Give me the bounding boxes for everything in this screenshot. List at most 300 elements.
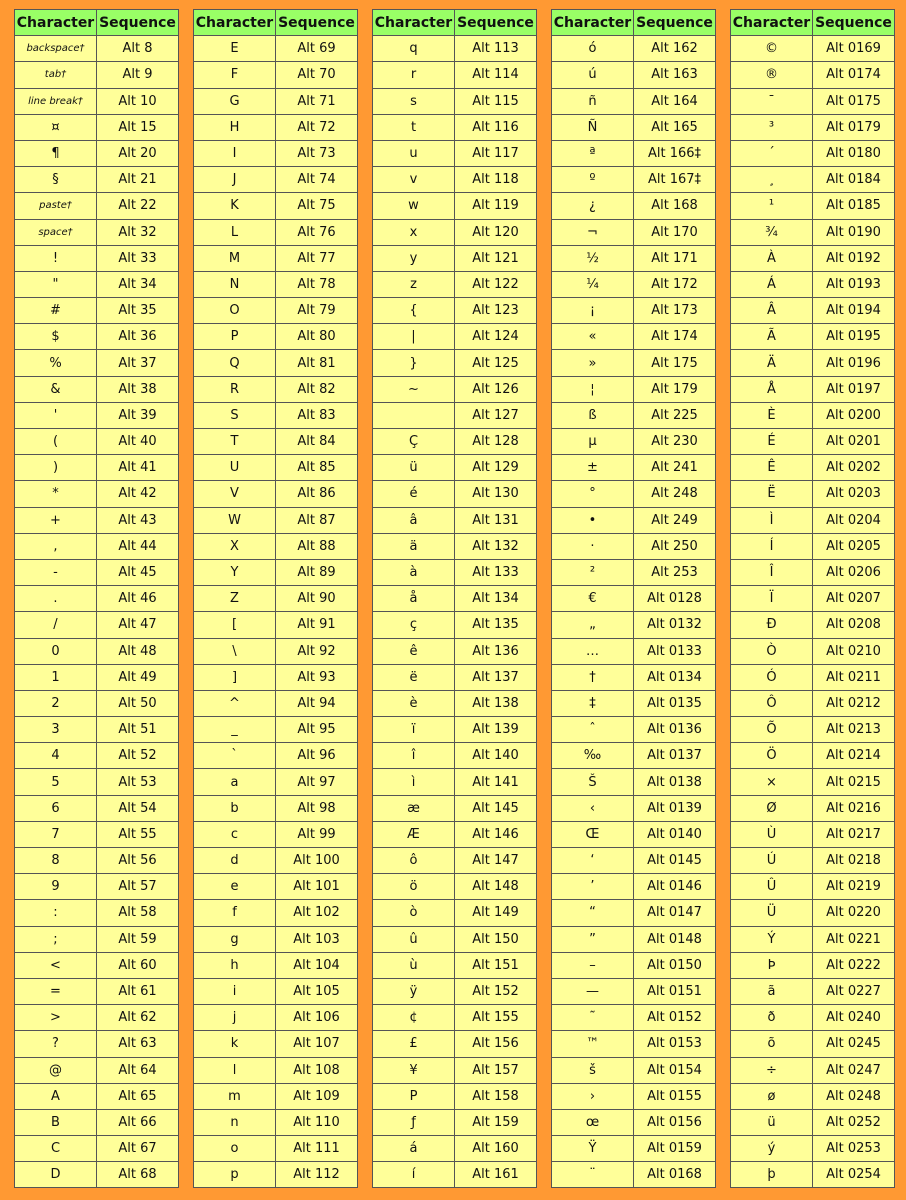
table-row: [194, 821, 358, 847]
table-row: [15, 1083, 179, 1109]
table-row: [552, 638, 716, 664]
sequence-cell: Alt 0150: [634, 952, 716, 978]
character-column-header: Character: [15, 10, 97, 36]
character-cell: Û: [731, 874, 813, 900]
sequence-cell: Alt 124: [455, 324, 537, 350]
sequence-cell: Alt 0217: [813, 821, 895, 847]
table-row: [552, 114, 716, 140]
character-cell: Ð: [731, 612, 813, 638]
character-cell: ³: [731, 114, 813, 140]
table-row: [731, 376, 895, 402]
character-cell: :: [15, 900, 97, 926]
character-cell: Š: [552, 769, 634, 795]
sequence-cell: Alt 131: [455, 507, 537, 533]
sequence-cell: Alt 0128: [634, 586, 716, 612]
table-row: [194, 978, 358, 1004]
character-cell: œ: [552, 1109, 634, 1135]
sequence-cell: Alt 158: [455, 1083, 537, 1109]
table-row: [373, 795, 537, 821]
table-row: [552, 1083, 716, 1109]
character-cell: ": [15, 271, 97, 297]
table-row: [194, 717, 358, 743]
table-row: [373, 114, 537, 140]
character-cell: É: [731, 429, 813, 455]
character-cell: –: [552, 952, 634, 978]
sequence-cell: Alt 0240: [813, 1005, 895, 1031]
character-cell: line break†: [15, 88, 97, 114]
character-cell: ': [15, 402, 97, 428]
table-row: [194, 769, 358, 795]
sequence-cell: Alt 0222: [813, 952, 895, 978]
character-cell: Ï: [731, 586, 813, 612]
sequence-cell: Alt 115: [455, 88, 537, 114]
character-cell: ï: [373, 717, 455, 743]
character-cell: ´: [731, 140, 813, 166]
sequence-column-header: Sequence: [813, 10, 895, 36]
character-cell: ): [15, 455, 97, 481]
sequence-cell: Alt 0152: [634, 1005, 716, 1031]
table-row: [731, 271, 895, 297]
sequence-cell: Alt 54: [97, 795, 179, 821]
table-row: [194, 429, 358, 455]
table-row: [373, 481, 537, 507]
character-cell: š: [552, 1057, 634, 1083]
table-row: [552, 769, 716, 795]
character-cell: Ù: [731, 821, 813, 847]
character-cell: [373, 402, 455, 428]
sequence-cell: Alt 160: [455, 1136, 537, 1162]
character-cell: %: [15, 350, 97, 376]
table-row: [15, 848, 179, 874]
character-column-header: Character: [552, 10, 634, 36]
table-row: [15, 612, 179, 638]
sequence-cell: Alt 0153: [634, 1031, 716, 1057]
sequence-cell: Alt 118: [455, 167, 537, 193]
character-cell: Ö: [731, 743, 813, 769]
sequence-cell: Alt 0248: [813, 1083, 895, 1109]
character-cell: ¾: [731, 219, 813, 245]
table-row: [15, 978, 179, 1004]
sequence-cell: Alt 139: [455, 717, 537, 743]
sequence-cell: Alt 0134: [634, 664, 716, 690]
table-row: [731, 612, 895, 638]
character-cell: ¬: [552, 219, 634, 245]
table-row: [731, 481, 895, 507]
character-cell: L: [194, 219, 276, 245]
table-row: [552, 88, 716, 114]
sequence-cell: Alt 250: [634, 533, 716, 559]
sequence-cell: Alt 112: [276, 1162, 358, 1188]
table-row: [194, 795, 358, 821]
sequence-cell: Alt 151: [455, 952, 537, 978]
character-cell: ƒ: [373, 1109, 455, 1135]
table-row: [194, 455, 358, 481]
table-row: [552, 978, 716, 1004]
sequence-cell: Alt 94: [276, 690, 358, 716]
table-row: [731, 1162, 895, 1188]
sequence-cell: Alt 104: [276, 952, 358, 978]
table-row: [194, 140, 358, 166]
table-row: [552, 140, 716, 166]
character-cell: ö: [373, 874, 455, 900]
sequence-cell: Alt 64: [97, 1057, 179, 1083]
table-row: [15, 1031, 179, 1057]
sequence-cell: Alt 83: [276, 402, 358, 428]
sequence-cell: Alt 41: [97, 455, 179, 481]
sequence-cell: Alt 66: [97, 1109, 179, 1135]
table-row: [194, 900, 358, 926]
sequence-cell: Alt 42: [97, 481, 179, 507]
table-row: [731, 1005, 895, 1031]
sequence-cell: Alt 68: [97, 1162, 179, 1188]
table-row: [731, 140, 895, 166]
character-cell: ç: [373, 612, 455, 638]
character-cell: þ: [731, 1162, 813, 1188]
character-cell: -: [15, 559, 97, 585]
sequence-cell: Alt 45: [97, 559, 179, 585]
character-cell: ¢: [373, 1005, 455, 1031]
character-cell: `: [194, 743, 276, 769]
character-cell: f: [194, 900, 276, 926]
sequence-cell: Alt 113: [455, 36, 537, 62]
sequence-cell: Alt 89: [276, 559, 358, 585]
table-row: [731, 952, 895, 978]
character-cell: ‹: [552, 795, 634, 821]
sequence-cell: Alt 103: [276, 926, 358, 952]
sequence-cell: Alt 35: [97, 298, 179, 324]
character-cell: Ê: [731, 455, 813, 481]
table-row: [194, 114, 358, 140]
sequence-cell: Alt 170: [634, 219, 716, 245]
table-header-row: [373, 10, 537, 36]
sequence-cell: Alt 44: [97, 533, 179, 559]
sequence-column-header: Sequence: [276, 10, 358, 36]
table-row: [194, 586, 358, 612]
table-row: [194, 1162, 358, 1188]
table-row: [194, 507, 358, 533]
table-row: [194, 324, 358, 350]
sequence-cell: Alt 0179: [813, 114, 895, 140]
character-cell: Ò: [731, 638, 813, 664]
character-cell: Ô: [731, 690, 813, 716]
table-row: [15, 874, 179, 900]
sequence-cell: Alt 140: [455, 743, 537, 769]
sequence-cell: Alt 52: [97, 743, 179, 769]
character-cell: ×: [731, 769, 813, 795]
sequence-cell: Alt 59: [97, 926, 179, 952]
table-row: [552, 952, 716, 978]
table-row: [373, 586, 537, 612]
table-row: [552, 533, 716, 559]
table-row: [194, 402, 358, 428]
sequence-cell: Alt 122: [455, 271, 537, 297]
table-row: [552, 62, 716, 88]
sequence-cell: Alt 141: [455, 769, 537, 795]
table-row: [373, 402, 537, 428]
sequence-cell: Alt 21: [97, 167, 179, 193]
table-row: [15, 586, 179, 612]
table-row: [373, 848, 537, 874]
sequence-cell: Alt 137: [455, 664, 537, 690]
sequence-cell: Alt 0137: [634, 743, 716, 769]
character-cell: 2: [15, 690, 97, 716]
sequence-cell: Alt 47: [97, 612, 179, 638]
character-cell: ^: [194, 690, 276, 716]
character-cell: O: [194, 298, 276, 324]
sequence-cell: Alt 146: [455, 821, 537, 847]
table-row: [373, 1109, 537, 1135]
alt-code-table-3: [372, 9, 537, 1188]
table-row: [15, 114, 179, 140]
table-row: [15, 559, 179, 585]
table-row: [552, 455, 716, 481]
sequence-cell: Alt 91: [276, 612, 358, 638]
sequence-cell: Alt 0247: [813, 1057, 895, 1083]
character-cell: ¶: [15, 140, 97, 166]
character-cell: ð: [731, 1005, 813, 1031]
sequence-cell: Alt 51: [97, 717, 179, 743]
table-row: [373, 717, 537, 743]
character-cell: q: [373, 36, 455, 62]
table-row: [194, 376, 358, 402]
character-cell: Í: [731, 533, 813, 559]
sequence-cell: Alt 0195: [813, 324, 895, 350]
sequence-cell: Alt 129: [455, 455, 537, 481]
character-cell: Á: [731, 271, 813, 297]
sequence-cell: Alt 0155: [634, 1083, 716, 1109]
character-cell: º: [552, 167, 634, 193]
table-row: [731, 62, 895, 88]
character-cell: /: [15, 612, 97, 638]
sequence-cell: Alt 0207: [813, 586, 895, 612]
character-cell: W: [194, 507, 276, 533]
character-cell: 9: [15, 874, 97, 900]
sequence-column-header: Sequence: [455, 10, 537, 36]
table-row: [15, 1005, 179, 1031]
character-cell: ý: [731, 1136, 813, 1162]
character-cell: a: [194, 769, 276, 795]
table-row: [194, 1057, 358, 1083]
character-cell: E: [194, 36, 276, 62]
character-cell: <: [15, 952, 97, 978]
sequence-cell: Alt 48: [97, 638, 179, 664]
sequence-cell: Alt 149: [455, 900, 537, 926]
sequence-cell: Alt 0203: [813, 481, 895, 507]
table-row: [373, 874, 537, 900]
sequence-cell: Alt 100: [276, 848, 358, 874]
character-cell: Q: [194, 350, 276, 376]
character-cell: I: [194, 140, 276, 166]
character-column-header: Character: [731, 10, 813, 36]
character-cell: y: [373, 245, 455, 271]
sequence-cell: Alt 135: [455, 612, 537, 638]
table-row: [194, 874, 358, 900]
character-cell: ˆ: [552, 717, 634, 743]
sequence-cell: Alt 0202: [813, 455, 895, 481]
character-cell: [: [194, 612, 276, 638]
character-cell: =: [15, 978, 97, 1004]
sequence-cell: Alt 152: [455, 978, 537, 1004]
sequence-cell: Alt 0211: [813, 664, 895, 690]
table-row: [552, 795, 716, 821]
character-cell: ©: [731, 36, 813, 62]
character-cell: ‡: [552, 690, 634, 716]
sequence-cell: Alt 9: [97, 62, 179, 88]
character-cell: ¹: [731, 193, 813, 219]
alt-code-table-5: [730, 9, 895, 1188]
table-row: [552, 1031, 716, 1057]
character-cell: H: [194, 114, 276, 140]
sequence-cell: Alt 253: [634, 559, 716, 585]
sequence-cell: Alt 77: [276, 245, 358, 271]
table-row: [15, 690, 179, 716]
sequence-cell: Alt 0197: [813, 376, 895, 402]
table-row: [552, 690, 716, 716]
table-row: [15, 402, 179, 428]
sequence-cell: Alt 78: [276, 271, 358, 297]
table-row: [731, 638, 895, 664]
table-row: [194, 167, 358, 193]
character-cell: ?: [15, 1031, 97, 1057]
character-cell: ¯: [731, 88, 813, 114]
table-row: [373, 690, 537, 716]
table-row: [194, 219, 358, 245]
character-cell: k: [194, 1031, 276, 1057]
character-cell: $: [15, 324, 97, 350]
sequence-column-header: Sequence: [97, 10, 179, 36]
sequence-cell: Alt 86: [276, 481, 358, 507]
sequence-cell: Alt 57: [97, 874, 179, 900]
table-row: [731, 717, 895, 743]
sequence-cell: Alt 55: [97, 821, 179, 847]
table-row: [731, 167, 895, 193]
character-cell: £: [373, 1031, 455, 1057]
character-cell: î: [373, 743, 455, 769]
sequence-cell: Alt 82: [276, 376, 358, 402]
character-cell: ;: [15, 926, 97, 952]
character-cell: &: [15, 376, 97, 402]
sequence-cell: Alt 0254: [813, 1162, 895, 1188]
sequence-cell: Alt 20: [97, 140, 179, 166]
sequence-cell: Alt 0193: [813, 271, 895, 297]
table-row: [373, 140, 537, 166]
table-row: [373, 376, 537, 402]
character-cell: á: [373, 1136, 455, 1162]
character-cell: Ó: [731, 664, 813, 690]
table-row: [552, 376, 716, 402]
table-row: [373, 350, 537, 376]
sequence-cell: Alt 157: [455, 1057, 537, 1083]
sequence-cell: Alt 171: [634, 245, 716, 271]
sequence-cell: Alt 121: [455, 245, 537, 271]
character-cell: à: [373, 559, 455, 585]
character-column-header: Character: [194, 10, 276, 36]
table-row: [194, 612, 358, 638]
sequence-cell: Alt 0208: [813, 612, 895, 638]
table-row: [15, 717, 179, 743]
table-row: [194, 533, 358, 559]
table-row: [373, 193, 537, 219]
sequence-cell: Alt 116: [455, 114, 537, 140]
character-cell: ñ: [552, 88, 634, 114]
table-row: [552, 848, 716, 874]
sequence-cell: Alt 249: [634, 507, 716, 533]
sequence-cell: Alt 76: [276, 219, 358, 245]
table-row: [731, 848, 895, 874]
table-row: [731, 429, 895, 455]
character-cell: ¥: [373, 1057, 455, 1083]
character-cell: ¨: [552, 1162, 634, 1188]
table-row: [194, 559, 358, 585]
table-row: [731, 1136, 895, 1162]
character-cell: ã: [731, 978, 813, 1004]
sequence-cell: Alt 84: [276, 429, 358, 455]
sequence-cell: Alt 248: [634, 481, 716, 507]
table-row: [731, 455, 895, 481]
character-cell: {: [373, 298, 455, 324]
character-cell: i: [194, 978, 276, 1004]
table-row: [15, 88, 179, 114]
character-cell: |: [373, 324, 455, 350]
sequence-cell: Alt 0196: [813, 350, 895, 376]
sequence-cell: Alt 161: [455, 1162, 537, 1188]
character-cell: t: [373, 114, 455, 140]
character-cell: S: [194, 402, 276, 428]
sequence-cell: Alt 67: [97, 1136, 179, 1162]
table-row: [731, 821, 895, 847]
table-row: [731, 350, 895, 376]
sequence-cell: Alt 120: [455, 219, 537, 245]
character-cell: ~: [373, 376, 455, 402]
table-row: [373, 271, 537, 297]
table-row: [731, 769, 895, 795]
table-row: [15, 926, 179, 952]
sequence-cell: Alt 0140: [634, 821, 716, 847]
sequence-cell: Alt 0206: [813, 559, 895, 585]
table-row: [552, 167, 716, 193]
sequence-cell: Alt 225: [634, 402, 716, 428]
sequence-cell: Alt 0174: [813, 62, 895, 88]
character-cell: 8: [15, 848, 97, 874]
table-row: [731, 978, 895, 1004]
sequence-cell: Alt 114: [455, 62, 537, 88]
character-cell: J: [194, 167, 276, 193]
sequence-cell: Alt 61: [97, 978, 179, 1004]
table-row: [552, 717, 716, 743]
sequence-cell: Alt 75: [276, 193, 358, 219]
sequence-cell: Alt 0216: [813, 795, 895, 821]
character-cell: ù: [373, 952, 455, 978]
sequence-cell: Alt 117: [455, 140, 537, 166]
table-row: [373, 900, 537, 926]
table-row: [552, 402, 716, 428]
character-cell: d: [194, 848, 276, 874]
character-cell: ô: [373, 848, 455, 874]
sequence-cell: Alt 63: [97, 1031, 179, 1057]
character-cell: ò: [373, 900, 455, 926]
character-cell: ¤: [15, 114, 97, 140]
table-row: [373, 245, 537, 271]
table-row: [731, 690, 895, 716]
character-cell: ß: [552, 402, 634, 428]
character-cell: À: [731, 245, 813, 271]
character-cell: 4: [15, 743, 97, 769]
alt-code-table-2: [193, 9, 358, 1188]
table-row: [373, 1136, 537, 1162]
sequence-cell: Alt 134: [455, 586, 537, 612]
sequence-cell: Alt 88: [276, 533, 358, 559]
character-cell: †: [552, 664, 634, 690]
